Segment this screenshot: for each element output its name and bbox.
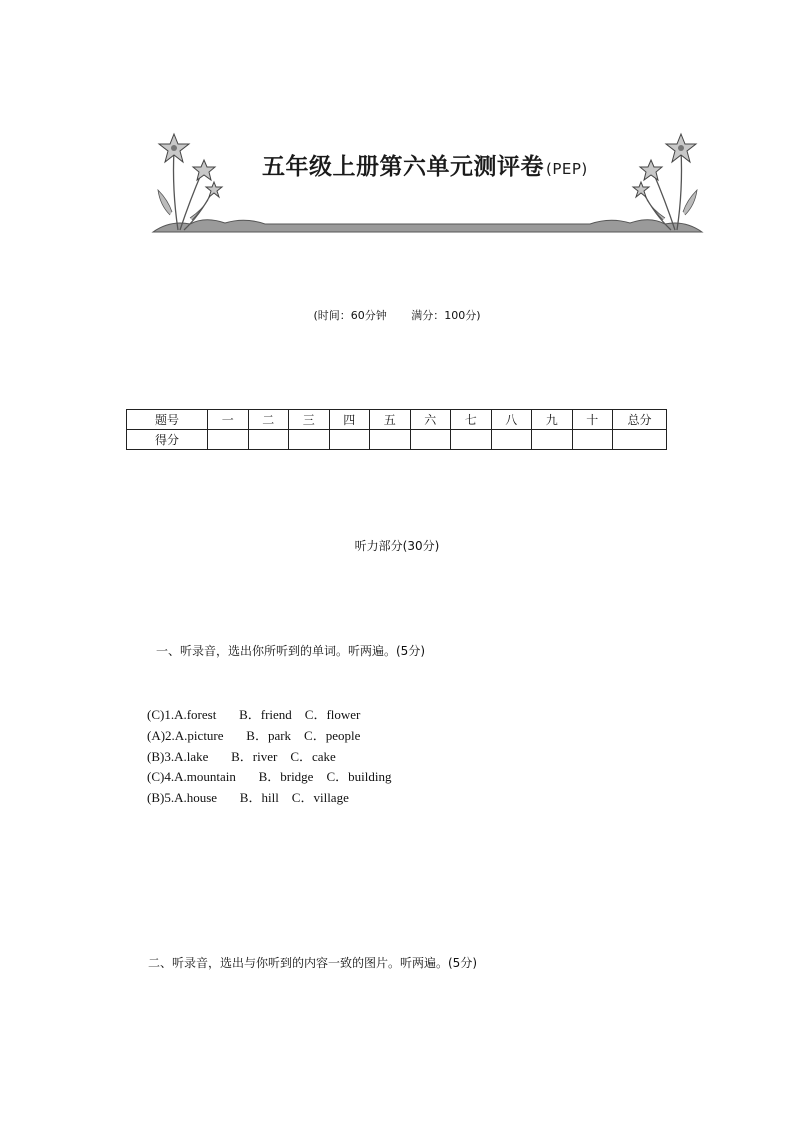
- table-cell: 二: [248, 410, 289, 430]
- table-cell: 四: [329, 410, 370, 430]
- score-input-cell[interactable]: [613, 430, 667, 450]
- list-item: (C)4.A.mountain B．bridge C．building: [147, 769, 392, 785]
- list-item: (B)5.A.house B．hill C．village: [147, 790, 349, 806]
- part1-heading: 一、听录音，选出你所听到的单词。听两遍。(5分): [156, 644, 425, 658]
- score-input-cell[interactable]: [410, 430, 451, 450]
- score-input-cell[interactable]: [208, 430, 249, 450]
- table-cell: 得分: [127, 430, 208, 450]
- page-title: [262, 148, 588, 181]
- score-input-cell[interactable]: [491, 430, 532, 450]
- score-table: [126, 409, 667, 450]
- list-item: (A)2.A.picture B．park C．people: [147, 727, 361, 743]
- score-input-cell[interactable]: [370, 430, 411, 450]
- score-input-cell[interactable]: [451, 430, 492, 450]
- score-input-cell[interactable]: [248, 430, 289, 450]
- table-cell: 八: [491, 410, 532, 430]
- part2-heading: 二、听录音，选出与你听到的内容一致的图片。听两遍。(5分): [148, 956, 478, 970]
- score-input-cell[interactable]: [572, 430, 613, 450]
- list-item: (B)3.A.lake B．river C．cake: [147, 748, 336, 764]
- table-cell: 题号: [127, 410, 208, 430]
- score-table-score-row: [127, 430, 667, 450]
- table-cell: 六: [410, 410, 451, 430]
- score-input-cell[interactable]: [532, 430, 573, 450]
- table-cell: 三: [289, 410, 330, 430]
- title-suffix: (PEP): [546, 160, 588, 178]
- score-input-cell[interactable]: [289, 430, 330, 450]
- score-table-header-row: [127, 410, 667, 430]
- table-cell: 十: [572, 410, 613, 430]
- list-item: (C)1.A.forest B．friend C．flower: [147, 707, 361, 722]
- table-cell: 七: [451, 410, 492, 430]
- table-cell: 九: [532, 410, 573, 430]
- table-cell: 总分: [613, 410, 667, 430]
- score-input-cell[interactable]: [329, 430, 370, 450]
- table-cell: 一: [208, 410, 249, 430]
- part1-question-list: [147, 704, 391, 808]
- table-cell: 五: [370, 410, 411, 430]
- time-limit: (时间：60分钟 满分：100分): [313, 309, 481, 322]
- title-text: 五年级上册第六单元测评卷: [262, 154, 544, 180]
- section-title: 听力部分(30分): [354, 539, 440, 553]
